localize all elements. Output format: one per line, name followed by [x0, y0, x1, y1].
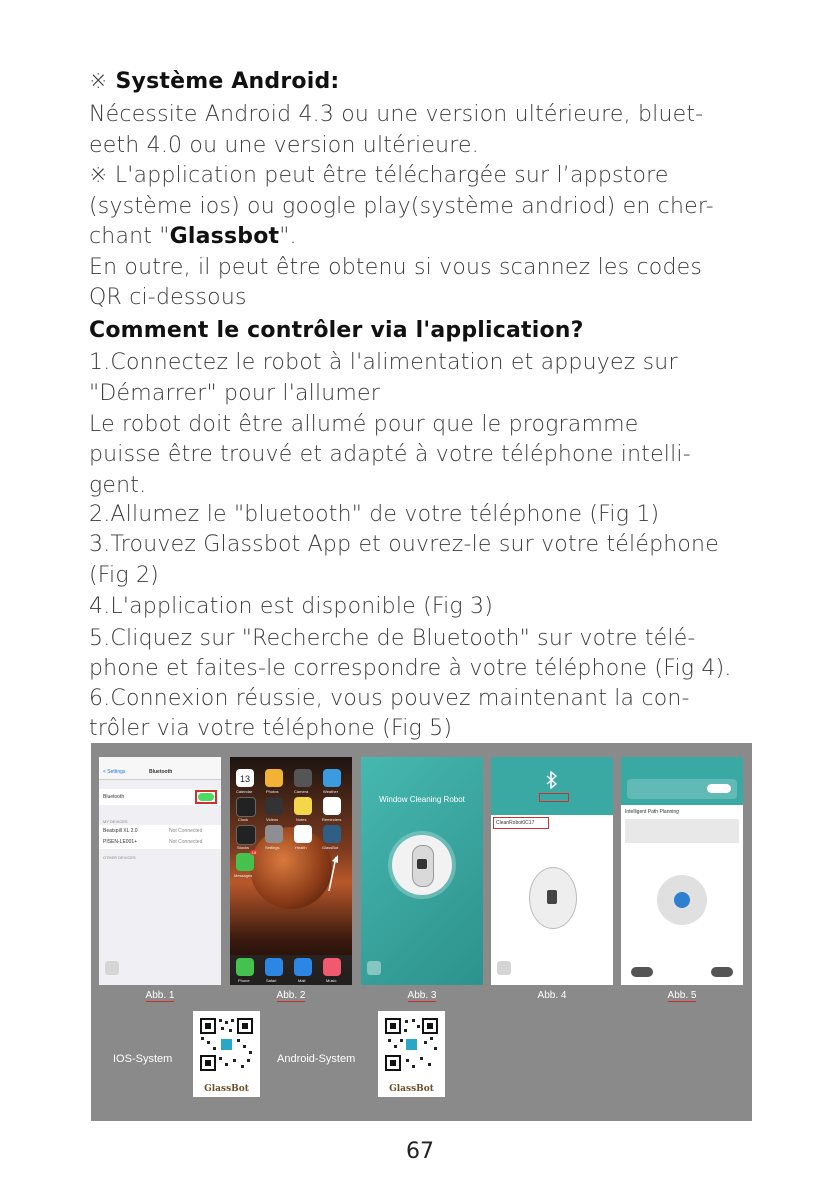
device-status: Not Connected: [169, 828, 203, 834]
app-label: GlassBot: [322, 845, 339, 850]
ios-qr-code: [193, 1011, 260, 1097]
step-line: Le robot doit être allumé pour que le programme: [89, 412, 639, 437]
app-header: [621, 757, 743, 805]
step-line: 1.Connectez le robot à l'alimentation et appuyez sur: [89, 350, 678, 375]
mode-label: Intelligent Path Planning: [625, 809, 679, 815]
paragraph-line: QR ci-dessous: [89, 285, 247, 310]
howto-heading: Comment le contrôler via l'application?: [89, 318, 584, 343]
android-heading-text: Système Android:: [115, 69, 340, 94]
android-qr-code: [378, 1011, 445, 1097]
app-name: Glassbot: [169, 224, 280, 249]
qr-brand-logo: GlassBot: [204, 1084, 249, 1094]
start-button: [674, 892, 690, 908]
qr-brand-logo: GlassBot: [389, 1084, 434, 1094]
bluetooth-label: Bluetooth: [103, 794, 125, 800]
caption-text: Abb. 1: [145, 990, 175, 1001]
power-toggle: [707, 784, 731, 793]
figure-panel: [91, 743, 752, 1121]
mail-icon: [294, 958, 312, 976]
app-header: [491, 757, 613, 815]
step-line: phone et faites-le correspondre à votre téléphone (Fig 4).: [89, 656, 732, 681]
settings-icon: [265, 825, 283, 843]
step-line: puisse être trouvé et adapté à votre téléphone intelli-: [89, 442, 691, 467]
robot-icon: [529, 867, 577, 929]
bluetooth-icon: [545, 771, 559, 789]
app-label: Messages: [234, 873, 253, 878]
app-label: Clock: [238, 817, 249, 822]
qr-code-icon: [193, 1011, 260, 1079]
assistive-touch-icon: [367, 961, 381, 975]
mode-buttons: [625, 819, 739, 843]
paragraph-line: Nécessite Android 4.3 ou une version ultérieure, bluet-: [89, 102, 704, 127]
notification-badge: 19: [251, 850, 256, 855]
back-link: < Settings: [103, 769, 126, 775]
safari-icon: [265, 958, 283, 976]
step-line: 3.Trouvez Glassbot App et ouvrez-le sur votre téléphone: [89, 532, 719, 557]
arrow-up-icon: [326, 853, 340, 893]
photos-icon: [265, 769, 283, 787]
android-system-label: Android-System: [277, 1053, 356, 1065]
ios-system-label: IOS-System: [113, 1053, 173, 1065]
direction-pad: [657, 875, 707, 925]
step-line: 6.Connexion réussie, vous pouvez maintenant la con-: [89, 686, 690, 711]
toggle-right: [711, 967, 733, 977]
page-number: 67: [406, 1139, 434, 1164]
step-line: 5.Cliquez sur "Recherche de Bluetooth" sur votre télé-: [89, 626, 696, 651]
reference-mark: ※: [89, 69, 108, 94]
toggle-left: [631, 967, 653, 977]
robot-icon: [392, 835, 452, 895]
clock-icon: [236, 797, 256, 817]
screenshot-device-search: [491, 757, 613, 985]
section-header: OTHER DEVICES: [103, 855, 136, 860]
step-line: "Démarrer" pour l'allumer: [89, 381, 381, 406]
app-label: Weather: [323, 789, 339, 794]
status-card: [627, 779, 737, 799]
screenshot-control-screen: [621, 757, 743, 985]
chant-suffix: ".: [279, 224, 297, 249]
figure-caption: [491, 990, 613, 1001]
device-name: Beatspill XL 2.0: [103, 828, 138, 834]
robot-center: [547, 890, 557, 904]
music-icon: [323, 958, 341, 976]
status-bar: [99, 757, 221, 765]
glassbot-app-icon: [323, 825, 341, 843]
caption-text: Abb. 4: [537, 990, 567, 1001]
device-name: CleanRobot0C17: [496, 820, 535, 826]
search-highlight: [539, 793, 569, 802]
calendar-icon: [236, 769, 254, 787]
section-header: MY DEVICES: [103, 819, 128, 824]
bluetooth-row: [99, 789, 221, 805]
paragraph-line: ※ L'application peut être téléchargée sur l’appstore: [89, 163, 669, 188]
app-label: Stocks: [237, 845, 250, 850]
step-line: 2.Allumez le "bluetooth" de votre téléphone (Fig 1): [89, 502, 660, 527]
robot-center: [417, 859, 427, 869]
device-name: PISEN-LE001+: [103, 839, 138, 845]
caption-text: Abb. 5: [667, 990, 697, 1001]
calendar-day: 13: [240, 774, 251, 784]
weather-icon: [323, 769, 341, 787]
qr-code-icon: [378, 1011, 445, 1079]
videos-icon: [265, 797, 283, 815]
mars-wallpaper: [250, 827, 332, 909]
chant-prefix: chant ": [89, 224, 170, 249]
device-highlight: [493, 817, 549, 829]
figure-caption: [99, 990, 221, 1001]
app-label: Music: [326, 978, 337, 983]
device-list: [99, 825, 221, 849]
step-line: 4.L'application est disponible (Fig 3): [89, 594, 494, 619]
android-heading: [89, 67, 339, 97]
paragraph-line: eeth 4.0 ou une version ultérieure.: [89, 133, 479, 158]
screenshot-bluetooth-settings: [99, 757, 221, 985]
camera-icon: [294, 769, 312, 787]
splash-title: Window Cleaning Robot: [379, 795, 465, 804]
assistive-touch-icon: [497, 961, 511, 975]
bluetooth-toggle: [198, 793, 214, 801]
app-label: Photos: [266, 789, 279, 794]
figure-caption: [230, 990, 352, 1001]
app-label: Videos: [266, 817, 279, 822]
step-line: (Fig 2): [89, 563, 159, 588]
toggle-highlight: [195, 790, 217, 804]
notes-icon: [294, 797, 312, 815]
paragraph-line: (système ios) ou google play(système andriod) en cher-: [89, 194, 714, 219]
app-label: Mail: [298, 978, 306, 983]
figure-caption: [621, 990, 743, 1001]
app-label: Settings: [265, 845, 280, 850]
device-status: Not Connected: [169, 839, 203, 845]
health-icon: [294, 825, 312, 843]
app-label: Camera: [294, 789, 309, 794]
app-label: Notes: [296, 817, 307, 822]
screen-title: Bluetooth: [149, 769, 173, 775]
figure-caption: [361, 990, 483, 1001]
dock: [230, 955, 352, 985]
screenshot-app-splash: [361, 757, 483, 985]
caption-text: Abb. 2: [276, 990, 306, 1001]
assistive-touch-icon: [105, 961, 119, 975]
app-label: Health: [295, 845, 307, 850]
reminders-icon: [323, 797, 341, 815]
screenshot-home-screen: [230, 757, 352, 985]
app-label: Calendar: [236, 789, 253, 794]
app-label: Phone: [238, 978, 250, 983]
app-label: Reminders: [322, 817, 342, 822]
messages-icon: [236, 850, 256, 871]
step-line: trôler via votre téléphone (Fig 5): [89, 716, 453, 741]
step-line: gent.: [89, 473, 147, 498]
paragraph-line: En outre, il peut être obtenu si vous scannez les codes: [89, 255, 703, 280]
app-label: Safari: [266, 978, 277, 983]
phone-icon: [236, 958, 254, 976]
stocks-icon: [236, 825, 256, 845]
paragraph-line: [89, 222, 297, 252]
nav-bar: [99, 765, 221, 780]
caption-text: Abb. 3: [407, 990, 437, 1001]
